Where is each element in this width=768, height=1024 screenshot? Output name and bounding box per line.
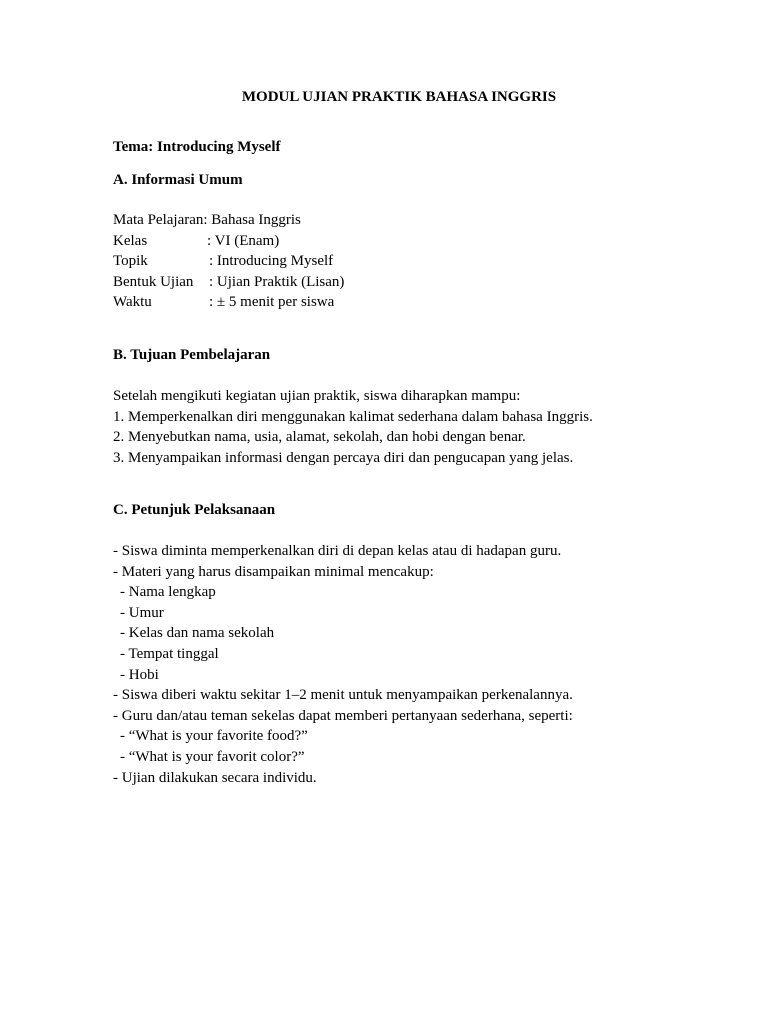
section-b-heading: B. Tujuan Pembelajaran (113, 347, 271, 363)
info-row-exam-type (113, 272, 344, 293)
instruction-line: - Materi yang harus disampaikan minimal mencakup: (113, 563, 434, 580)
info-row-subject (113, 210, 344, 231)
theme-heading: Tema: Introducing Myself (113, 139, 281, 155)
material-item: - Kelas dan nama sekolah (120, 625, 275, 642)
instruction-line: - Guru dan/atau teman sekelas dapat memberi pertanyaan sederhana, seperti: (113, 707, 573, 724)
material-item: - Nama lengkap (120, 584, 216, 601)
info-label: Waktu (113, 294, 152, 311)
info-value: : Ujian Praktik (Lisan) (209, 273, 345, 290)
info-value: : Introducing Myself (209, 253, 334, 270)
info-value: : Bahasa Inggris (203, 212, 301, 228)
question-item: - “What is your favorite food?” (120, 728, 308, 745)
section-a-heading: A. Informasi Umum (113, 172, 243, 188)
info-label: Kelas (113, 232, 148, 249)
section-c-heading: C. Petunjuk Pelaksanaan (113, 502, 276, 518)
document-title: MODUL UJIAN PRAKTIK BAHASA INGGRIS (241, 89, 557, 105)
info-row-time (113, 292, 344, 313)
question-item: - “What is your favorit color?” (120, 748, 305, 765)
instruction-line: - Siswa diminta memperkenalkan diri di depan kelas atau di hadapan guru. (113, 543, 562, 559)
objectives-block (113, 386, 593, 468)
instruction-line: - Siswa diberi waktu sekitar 1–2 menit untuk menyampaikan perkenalannya. (113, 687, 573, 704)
material-item: - Umur (120, 604, 164, 621)
info-label: Mata Pelajaran (113, 212, 204, 228)
material-item: - Hobi (120, 666, 159, 683)
objectives-intro: Setelah mengikuti kegiatan ujian praktik, siswa diharapkan mampu: (113, 388, 521, 404)
objective-item: 1. Memperkenalkan diri menggunakan kalimat sederhana dalam bahasa Inggris. (113, 408, 593, 425)
info-row-class (113, 231, 344, 252)
instructions-block (113, 541, 573, 788)
info-value: : ± 5 menit per siswa (209, 294, 335, 311)
material-item: - Tempat tinggal (120, 645, 219, 662)
objective-item: 2. Menyebutkan nama, usia, alamat, sekolah, dan hobi dengan benar. (113, 429, 526, 446)
info-row-topic (113, 251, 344, 272)
info-label: Bentuk Ujian (113, 273, 194, 290)
info-value: : VI (Enam) (207, 232, 280, 249)
general-info-block (113, 210, 344, 313)
objective-item: 3. Menyampaikan informasi dengan percaya diri dan pengucapan yang jelas. (113, 449, 574, 466)
instruction-line: - Ujian dilakukan secara individu. (113, 769, 317, 786)
info-label: Topik (113, 253, 148, 270)
